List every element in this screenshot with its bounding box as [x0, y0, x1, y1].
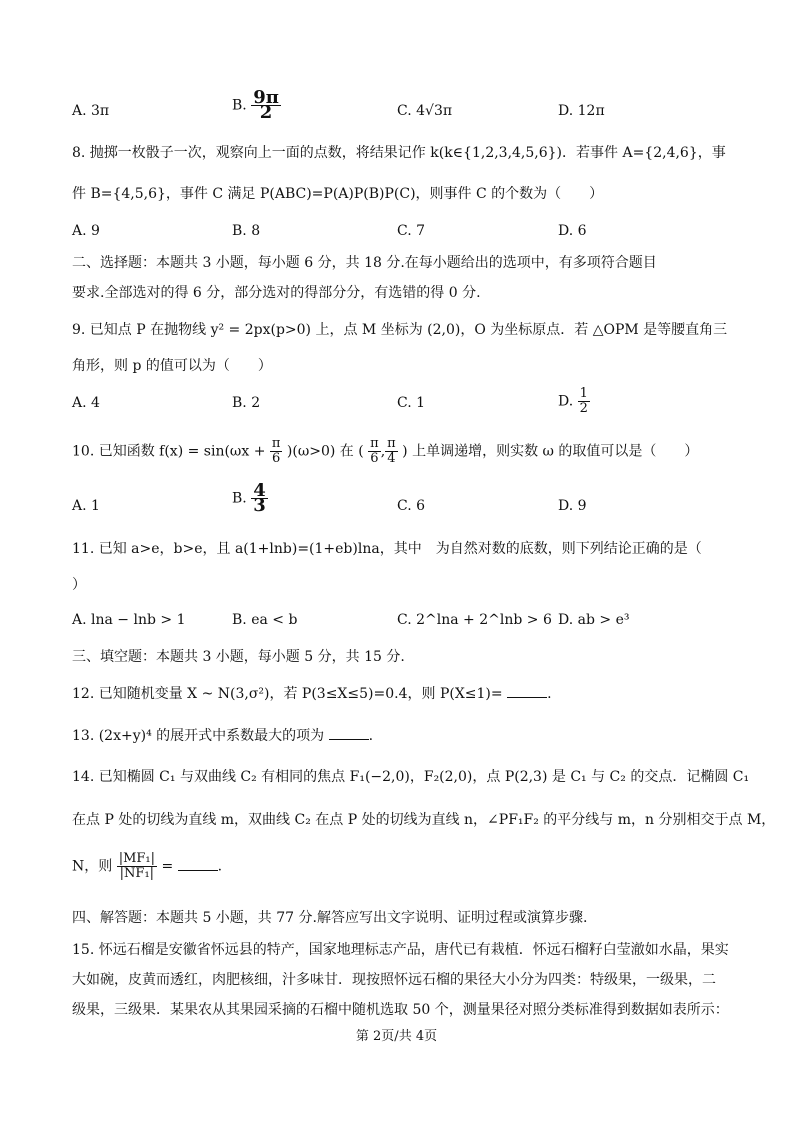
q7-option-d: D. 12π — [558, 103, 605, 119]
q9-option-d — [558, 387, 590, 416]
q14-line-1: 14. 已知椭圆 C₁ 与双曲线 C₂ 有相同的焦点 F₁(−2,0)，F₂(2,0)，点 P(2,3) 是 C₁ 与 C₂ 的交点．记椭圆 C₁ — [72, 769, 750, 785]
q14-line-3 — [72, 852, 222, 881]
q10-phase-numerator: π — [271, 436, 281, 451]
q8-option-a: A. 9 — [72, 223, 100, 239]
q14-ratio-denominator: |NF₁| — [119, 866, 155, 881]
q10-interval-start-numerator: π — [370, 436, 379, 451]
q7-b-numerator: 9π — [253, 87, 279, 108]
page-footer: 第 2页/共 4页 — [355, 1029, 438, 1044]
q10-suffix: ) 上单调递增，则实数 ω 的取值可以是（ ） — [402, 443, 699, 460]
q9-d-denominator: 2 — [579, 401, 588, 416]
q14-end: . — [217, 858, 223, 875]
q10-interval-end-numerator: π — [387, 436, 396, 451]
q9-line-1: 9. 已知点 P 在抛物线 y² = 2px(p>0) 上，点 M 坐标为 (2,0)，O 为坐标原点．若 △OPM 是等腰直角三 — [72, 322, 728, 338]
q7-b-denominator: 2 — [259, 102, 273, 123]
q14-equals: = — [161, 858, 174, 875]
q14-answer-blank — [178, 856, 218, 871]
q13-line — [72, 725, 373, 746]
q14-ratio-numerator: |MF₁| — [118, 851, 156, 866]
q12-answer-blank — [507, 683, 547, 698]
q13-text: 13. (2x+y)⁴ 的展开式中系数最大的项为 — [72, 728, 325, 744]
q11-line-2: ） — [72, 577, 86, 593]
q10-phase-fraction — [270, 437, 283, 466]
q11-option-d: D. ab > e³ — [558, 612, 630, 628]
q8-line-2: 件 B={4,5,6}，事件 C 满足 P(ABC)=P(A)P(B)P(C)，则事件 C 的个数为（ ） — [72, 186, 604, 202]
q10-b-numerator: 4 — [253, 480, 266, 501]
q7-option-c: C. 4√3π — [397, 103, 453, 119]
q10-phase-denominator: 6 — [272, 451, 281, 466]
q9-option-d-label: D. — [558, 393, 574, 410]
section2-heading-line-2: 要求.全部选对的得 6 分，部分选对的得部分分，有选错的得 0 分. — [72, 285, 481, 301]
q10-option-b-label: B. — [232, 490, 247, 507]
q7-option-b — [232, 87, 281, 123]
q8-option-c: C. 7 — [397, 223, 426, 239]
q10-option-b-fraction — [251, 480, 268, 516]
q10-option-c: C. 6 — [397, 498, 426, 514]
q10-comma: , — [380, 443, 386, 460]
q15-line-2: 大如碗，皮黄而透红，肉肥核细，汁多味甘．现按照怀远石榴的果径大小分为四类：特级果，一级果，二 — [72, 972, 716, 988]
q12-end: . — [547, 686, 552, 702]
section4-heading: 四、解答题：本题共 5 小题，共 77 分.解答应写出文字说明、证明过程或演算步骤. — [72, 910, 588, 926]
q10-mid: )(ω>0) 在 ( — [286, 443, 364, 460]
q10-line-1 — [72, 437, 698, 466]
q15-line-1: 15. 怀远石榴是安徽省怀远县的特产，国家地理标志产品，唐代已有栽植．怀远石榴籽白莹澈如水晶，果实 — [72, 942, 729, 958]
q10-interval-end — [385, 437, 398, 466]
q14-ratio-fraction — [117, 852, 157, 881]
q10-option-a: A. 1 — [72, 498, 100, 514]
q10-prefix: 10. 已知函数 f(x) = sin(ωx + — [72, 443, 266, 460]
q9-option-c: C. 1 — [397, 395, 426, 411]
q7-option-b-label: B. — [232, 97, 247, 114]
q11-option-c: C. 2^lna + 2^lnb > 6 — [397, 612, 552, 628]
q9-option-d-fraction — [578, 387, 590, 416]
q10-option-d: D. 9 — [558, 498, 587, 514]
q8-option-b: B. 8 — [232, 223, 261, 239]
q10-interval-start — [368, 437, 381, 466]
q8-line-1: 8. 抛掷一枚骰子一次，观察向上一面的点数，将结果记作 k(k∈{1,2,3,4,5,6})．若事件 A={2,4,6}，事 — [72, 145, 726, 161]
q9-d-numerator: 1 — [579, 386, 588, 401]
section3-heading: 三、填空题：本题共 3 小题，每小题 5 分，共 15 分. — [72, 649, 405, 665]
q7-option-b-fraction — [251, 87, 281, 123]
q12-line — [72, 683, 552, 704]
q12-text: 12. 已知随机变量 X ~ N(3,σ²)，若 P(3≤X≤5)=0.4，则 P(X≤1)= — [72, 686, 503, 702]
q13-answer-blank — [329, 725, 369, 740]
q14-line-3-prefix: N，则 — [72, 858, 113, 875]
q13-end: . — [368, 728, 374, 744]
q8-option-d: D. 6 — [558, 223, 587, 239]
q9-option-a: A. 4 — [72, 395, 100, 411]
q11-option-a: A. lna − lnb > 1 — [72, 612, 186, 628]
q9-line-2: 角形，则 p 的值可以为（ ） — [72, 358, 272, 374]
section2-heading-line-1: 二、选择题：本题共 3 小题，每小题 6 分，共 18 分.在每小题给出的选项中，有多项符合题目 — [72, 255, 657, 271]
q11-option-b: B. ea < b — [232, 612, 298, 628]
q15-line-3: 级果，三级果．某果农从其果园采摘的石榴中随机选取 50 个，测量果径对照分类标准得到数据如表所示： — [72, 1002, 729, 1018]
q11-line-1: 11. 已知 a>e，b>e，且 a(1+lnb)=(1+eb)lna，其中 为自然对数的底数，则下列结论正确的是（ — [72, 541, 702, 557]
q14-line-2: 在点 P 处的切线为直线 m，双曲线 C₂ 在点 P 处的切线为直线 n，∠PF₁F₂ 的平分线与 m，n 分别相交于点 M， — [72, 812, 776, 828]
q10-b-denominator: 3 — [253, 495, 266, 516]
q10-option-b — [232, 480, 268, 516]
q10-interval-end-denominator: 4 — [387, 451, 396, 466]
q9-option-b: B. 2 — [232, 395, 261, 411]
q10-interval-start-denominator: 6 — [370, 451, 379, 466]
q7-option-a: A. 3π — [72, 103, 110, 119]
